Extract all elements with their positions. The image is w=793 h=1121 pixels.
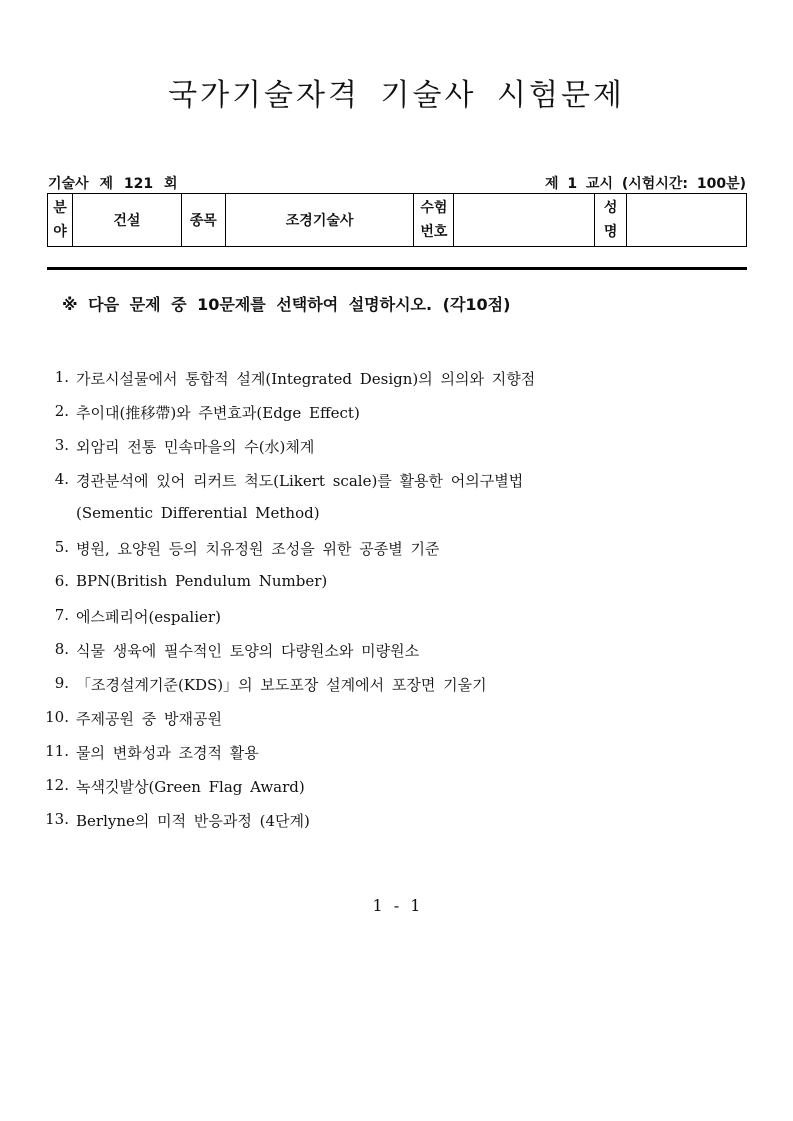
page-number: 1 - 1 [372,896,421,915]
question-number: 9. [54,674,69,692]
question-number: 13. [45,810,69,828]
question-text: 녹색깃발상(Green Flag Award) [76,778,305,796]
exam-number-label [414,194,454,247]
question-text: 「조경설계기준(KDS)」의 보도포장 설계에서 포장면 기울기 [76,676,487,694]
question-text: 주제공원 중 방재공원 [76,710,222,728]
question-number: 6. [54,572,69,590]
name-field[interactable] [627,194,747,247]
exam-title: 국가기술자격 기술사 시험문제 [168,78,625,113]
question-text: 에스페리어(espalier) [76,608,221,626]
exam-round: 기술사 제 121 회 [48,176,178,192]
question-text-continued: (Sementic Differential Method) [76,504,320,522]
field-label-bottom: 야 [53,224,67,240]
question-number: 5. [54,538,69,556]
type-value: 조경기술사 [225,194,414,247]
question-text: 경관분석에 있어 리커트 척도(Likert scale)를 활용한 어의구별법 [76,472,524,490]
question-text: 추이대(推移帶)와 주변효과(Edge Effect) [76,404,360,422]
field-label-top: 분 [53,200,67,216]
type-label: 종목 [181,194,225,247]
question-text: BPN(British Pendulum Number) [76,572,328,590]
exam-info-table [47,193,747,247]
question-number: 4. [54,470,69,488]
question-number: 12. [45,776,69,794]
exam-number-label-bottom: 번호 [420,224,448,240]
name-label [595,194,627,247]
name-label-bottom: 명 [603,224,618,240]
question-text: Berlyne의 미적 반응과정 (4단계) [76,812,310,830]
exam-meta [48,173,746,193]
question-number: 11. [45,742,69,760]
name-label-top: 성 [603,200,618,216]
question-number: 10. [45,708,69,726]
question-text: 병원, 요양원 등의 치유정원 조성을 위한 공종별 기준 [76,540,440,558]
question-number: 7. [54,606,69,624]
question-number: 2. [54,402,69,420]
question-number: 3. [54,436,69,454]
field-label [48,194,73,247]
question-text: 가로시설물에서 통합적 설계(Integrated Design)의 의의와 지향점 [76,370,536,388]
exam-number-field[interactable] [454,194,595,247]
question-text: 물의 변화성과 조경적 활용 [76,744,259,762]
question-number: 8. [54,640,69,658]
instruction: ※ 다음 문제 중 10문제를 선택하여 설명하시오. (각10점) [62,295,511,314]
exam-session: 제 1 교시 (시험시간: 100분) [544,176,746,192]
question-text: 식물 생육에 필수적인 토양의 다량원소와 미량원소 [76,642,420,660]
field-value: 건설 [72,194,181,247]
divider [47,267,747,270]
exam-number-label-top: 수험 [420,200,448,216]
question-number: 1. [54,368,69,386]
question-text: 외암리 전통 민속마을의 수(水)체계 [76,438,315,456]
